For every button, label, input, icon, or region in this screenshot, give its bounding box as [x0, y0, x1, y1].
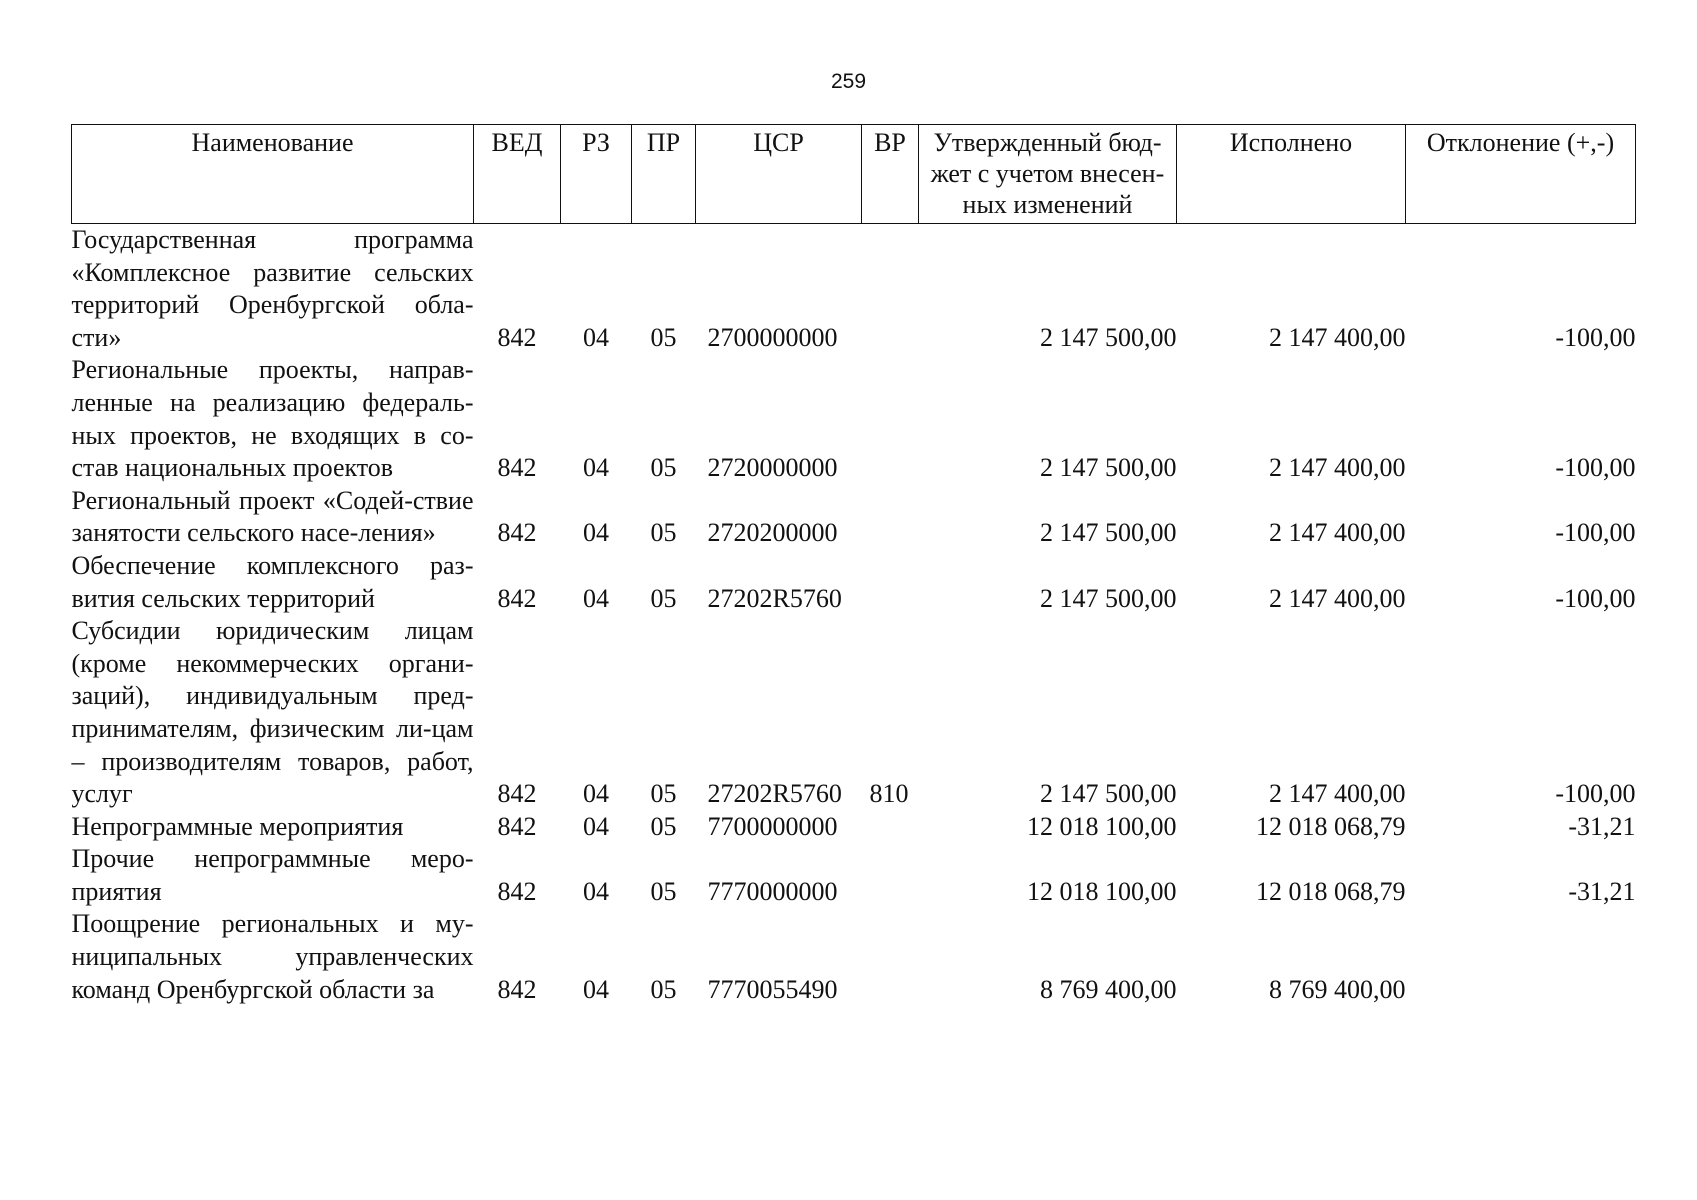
- cell-csr: 27202R5760: [707, 779, 842, 809]
- cell-approved: 12 018 100,00: [1027, 811, 1177, 841]
- cell-ved: 842: [497, 779, 537, 809]
- table-row: [72, 908, 1636, 1006]
- cell-vr: [862, 354, 919, 484]
- cell-rz: 04: [583, 779, 609, 809]
- cell-executed: 12 018 068,79: [1256, 876, 1406, 906]
- header-executed: Исполнено: [1177, 125, 1406, 224]
- header-row: [72, 125, 1636, 224]
- cell-csr: 27202R5760: [707, 583, 842, 613]
- header-ved: ВЕД: [474, 125, 561, 224]
- header-csr: ЦСР: [696, 125, 862, 224]
- cell-name: Прочие непрограммные меро-приятия: [71, 844, 474, 906]
- cell-approved: 2 147 500,00: [1040, 453, 1177, 483]
- cell-deviation: -100,00: [1555, 779, 1636, 809]
- cell-ved: 842: [497, 811, 537, 841]
- cell-executed: 8 769 400,00: [1269, 974, 1406, 1004]
- cell-executed: 2 147 400,00: [1269, 779, 1406, 809]
- cell-vr: [862, 224, 919, 355]
- cell-pr: 05: [650, 453, 677, 483]
- cell-csr: 7770000000: [707, 876, 838, 906]
- cell-pr: 05: [650, 583, 677, 613]
- cell-approved: 2 147 500,00: [1040, 779, 1177, 809]
- cell-deviation: [1406, 908, 1636, 1006]
- budget-table: [71, 124, 1636, 1006]
- table-body: [72, 224, 1636, 1007]
- cell-rz: 04: [583, 322, 609, 352]
- cell-deviation: -100,00: [1555, 453, 1636, 483]
- cell-name: Поощрение региональных и му-ниципальных управленческих команд Оренбургской области за: [71, 909, 474, 1004]
- cell-ved: 842: [497, 583, 537, 613]
- cell-csr: 7770055490: [707, 974, 838, 1004]
- cell-pr: 05: [650, 779, 677, 809]
- cell-vr: [862, 843, 919, 908]
- cell-approved: 2 147 500,00: [1040, 583, 1177, 613]
- cell-deviation: -31,21: [1568, 811, 1636, 841]
- cell-rz: 04: [583, 583, 609, 613]
- cell-executed: 2 147 400,00: [1269, 518, 1406, 548]
- cell-pr: 05: [650, 876, 677, 906]
- cell-deviation: -100,00: [1555, 583, 1636, 613]
- cell-pr: 05: [650, 322, 677, 352]
- header-name: Наименование: [72, 125, 474, 224]
- header-pr: ПР: [632, 125, 696, 224]
- cell-executed: 12 018 068,79: [1256, 811, 1406, 841]
- cell-csr: 2720200000: [707, 518, 838, 548]
- cell-rz: 04: [583, 518, 609, 548]
- cell-deviation: -100,00: [1555, 518, 1636, 548]
- cell-approved: 2 147 500,00: [1040, 518, 1177, 548]
- table-row: [72, 811, 1636, 844]
- cell-ved: 842: [497, 876, 537, 906]
- cell-approved: 2 147 500,00: [1040, 322, 1177, 352]
- cell-approved: 8 769 400,00: [1040, 974, 1177, 1004]
- cell-name: Обеспечение комплексного раз-вития сельских территорий: [71, 550, 474, 613]
- cell-pr: 05: [650, 811, 677, 841]
- cell-name: Субсидии юридическим лицам (кроме некоммерческих органи-заций), индивидуальным пред-принимателям, физическим ли-цам – производителям товаров, работ, услуг: [71, 616, 474, 809]
- cell-csr: 2720000000: [707, 453, 838, 483]
- cell-vr: [862, 485, 919, 550]
- cell-vr: [862, 811, 919, 844]
- cell-rz: 04: [583, 811, 609, 841]
- cell-pr: 05: [650, 974, 677, 1004]
- cell-ved: 842: [497, 518, 537, 548]
- header-deviation: Отклонение (+,-): [1406, 125, 1636, 224]
- cell-rz: 04: [583, 453, 609, 483]
- cell-rz: 04: [583, 974, 609, 1004]
- cell-executed: 2 147 400,00: [1269, 583, 1406, 613]
- cell-vr: [862, 908, 919, 1006]
- cell-name: Непрограммные мероприятия: [71, 811, 404, 841]
- header-approved-budget: Утвержденный бюд-жет с учетом внесен-ных изменений: [919, 125, 1177, 224]
- table-row: [72, 843, 1636, 908]
- cell-ved: 842: [497, 322, 537, 352]
- cell-name: Региональный проект «Содей-ствие занятости сельского насе-ления»: [71, 485, 474, 548]
- cell-vr: [862, 550, 919, 615]
- cell-csr: 7700000000: [707, 811, 838, 841]
- header-rz: РЗ: [561, 125, 632, 224]
- cell-deviation: -31,21: [1568, 876, 1636, 906]
- cell-ved: 842: [497, 453, 537, 483]
- cell-name: Региональные проекты, направ-ленные на реализацию федераль-ных проектов, не входящих в со-став национальных проектов: [71, 355, 474, 483]
- cell-csr: 2700000000: [707, 322, 838, 352]
- table-row: [72, 485, 1636, 550]
- table-row: [72, 354, 1636, 484]
- page-number: 259: [830, 70, 867, 93]
- cell-name: Государственная программа «Комплексное развитие сельских территорий Оренбургской обла-сти»: [71, 225, 474, 352]
- cell-ved: 842: [497, 974, 537, 1004]
- table-row: [72, 224, 1636, 355]
- table-row: [72, 550, 1636, 615]
- cell-deviation: -100,00: [1555, 322, 1636, 352]
- table-row: [72, 615, 1636, 811]
- cell-approved: 12 018 100,00: [1027, 876, 1177, 906]
- cell-vr: 810: [869, 779, 909, 809]
- table-header: [72, 125, 1636, 224]
- cell-pr: 05: [650, 518, 677, 548]
- header-vr: ВР: [862, 125, 919, 224]
- cell-executed: 2 147 400,00: [1269, 322, 1406, 352]
- cell-executed: 2 147 400,00: [1269, 453, 1406, 483]
- cell-rz: 04: [583, 876, 609, 906]
